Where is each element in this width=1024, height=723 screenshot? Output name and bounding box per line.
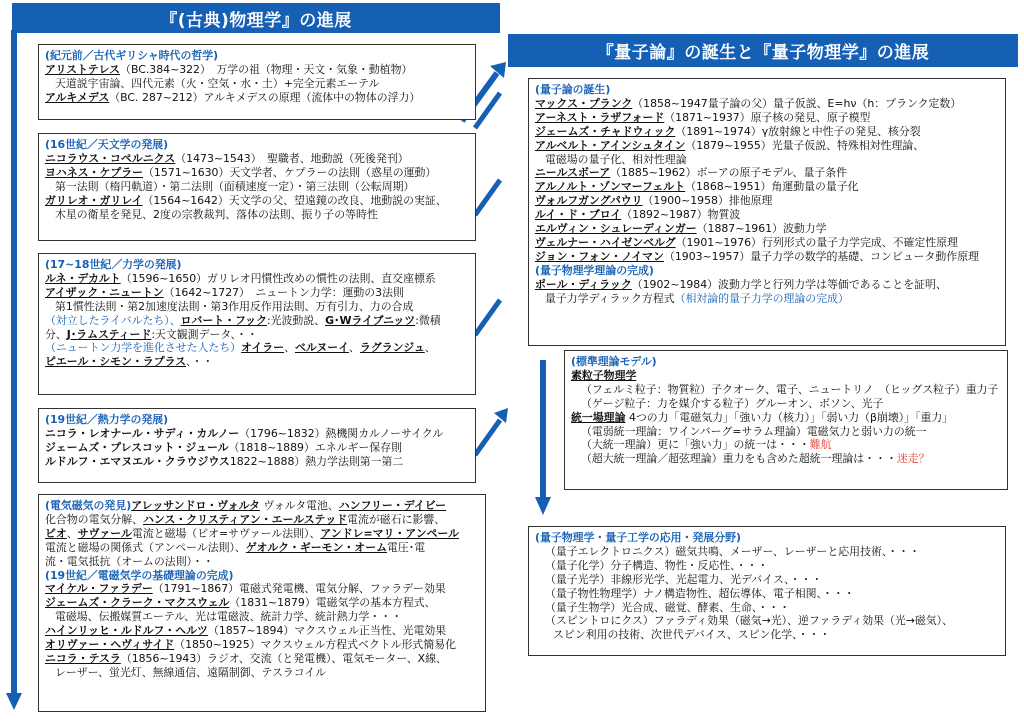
copernicus-name: ニコラウス・コペルニクス: [45, 151, 176, 165]
ramsteed-name: J･ラムスティード: [66, 327, 152, 341]
dirac-note: （相対論的量子力学の理論の完成）: [674, 291, 849, 305]
diagonal-arrow-5: [475, 420, 500, 455]
c17-title: (17~18世紀／力学の発展): [45, 258, 182, 271]
sep-1: 、: [284, 341, 295, 355]
dirac-name: ポール・ディラック: [535, 277, 632, 291]
em-theory-title: (19世紀／電磁気学の基礎理論の完成): [45, 568, 234, 582]
kepler-name: ヨハネス・ケプラー: [45, 165, 144, 179]
einstein-text2: 電磁場の量子化、相対性理論: [545, 152, 687, 166]
chadwick-name: ジェームズ・チャドウィック: [535, 124, 676, 138]
archimedes-name: アルキメデス: [45, 90, 110, 104]
aristotle-text2: 天道説宇宙論、四代元素（火・空気・水・土）+完全元素エーテル: [55, 76, 380, 90]
application-last-line: スピン利用の技術、次世代デバイス、スピン化学、・・・: [553, 628, 831, 642]
gut-line: （大統一理論）更に「強い力」の統一は・・・: [581, 438, 810, 452]
newton-text2: 第1慣性法則・第2加速度法則・第3作用反作用法則、万有引力、力の合成: [55, 299, 414, 313]
application-item: （量子光学）非線形光学、光起電力、光デバイス、・・・: [545, 572, 823, 586]
diagonal-arrow-3: [475, 180, 500, 215]
em-line2-pre: 化合物の電気分解、: [45, 512, 144, 526]
c16-title: (16世紀／天文学の発展): [45, 138, 169, 151]
standard-model-box: [564, 350, 1008, 490]
hooke-text: :光波動説、: [266, 313, 326, 327]
diagonal-arrow-2: [475, 93, 500, 128]
particle-title: 素粒子物理学: [571, 368, 637, 382]
joule-text: （1818~1889）エネルギー保存則: [228, 440, 402, 454]
application-item: （量子物性物理学）ナノ構造物性、超伝導体、電子相関、・・・: [545, 586, 855, 600]
dirac-text2: 量子力学ディラック方程式: [545, 291, 675, 305]
descartes-name: ルネ・デカルト: [45, 271, 121, 285]
quantum-title: (量子論の誕生): [535, 83, 611, 96]
lagrange-name: ラグランジュ: [359, 341, 425, 355]
mechanics-17c-box: [38, 253, 476, 395]
archimedes-text: （BC. 287~212）アルキメデスの原理（流体中の物体の浮力）: [109, 90, 421, 104]
einstein-text: （1879~1955）光量子仮説、特殊相対性理論、: [685, 138, 925, 152]
ohm-name: ゲオルク・ギーモン・オーム: [245, 540, 387, 554]
ramsteed-text: :天文観測データ、・・: [151, 327, 258, 341]
newton-text: （1642~1727） ニュートン力学：運動の3法則: [163, 285, 404, 299]
aristotle-text: （BC.384~322） 万学の祖（物理・天文・気象・動植物）: [120, 62, 413, 76]
copernicus-text: （1473~1543） 聖職者、地動説（死後発刊）: [175, 151, 409, 165]
c19t-title: (19世紀／熱力学の発展): [45, 413, 169, 426]
standard-title: (標準理論モデル): [571, 355, 657, 368]
bernoulli-name: ベルヌーイ: [294, 341, 350, 355]
application-item: （量子エレクトロニクス）磁気共鳴、メーザー、レーザーと応用技術、・・・: [545, 544, 920, 558]
astronomy-16c-box: [38, 133, 476, 241]
galileo-name: ガリレオ・ガリレイ: [45, 193, 143, 207]
ancient-title: (紀元前／古代ギリシャ時代の哲学): [45, 49, 219, 62]
chadwick-text: （1891~1974）γ放射線と中性子の発見、核分裂: [675, 124, 921, 138]
clausius-name: ルドルフ・エマヌエル・クラウジウス: [45, 454, 230, 468]
faraday-name: マイケル・ファラデー: [45, 582, 153, 596]
euler-name: オイラー: [241, 341, 285, 355]
thermodynamics-19c-box: [38, 408, 476, 483]
kepler-text: （1571~1630）天文学者、ケプラーの法則（惑星の運動）: [143, 165, 437, 179]
c17-dots: 、・・: [186, 355, 214, 369]
maxwell-text2: 電磁場、伝搬媒質エーテル、光は電磁波、統計力学、統計熱力学・・・: [55, 610, 403, 624]
heaviside-text: （1850~1925）マクスウェル方程式ベクトル形式簡易化: [174, 638, 456, 652]
laplace-name: ピエール・シモン・ラプラス: [45, 355, 187, 369]
heisenberg-name: ヴェルナー・ハイゼンベルグ: [535, 235, 676, 249]
kepler-text2: 第一法則（楕円軌道）・第二法則（面積速度一定）・第三法則（公転周期）: [55, 179, 415, 193]
applications-title: (量子物理学・量子工学の応用・発展分野): [535, 531, 741, 544]
sep-3: 、: [424, 341, 436, 355]
rival-note: （対立したライバルたち）、: [45, 313, 181, 327]
super-line: （超大統一理論／超弦理論）重力をも含めた超統一理論は・・・: [581, 452, 897, 466]
diagonal-arrowhead-1: [490, 62, 506, 78]
schrodinger-name: エルヴィン・シュレーディンガー: [535, 222, 697, 236]
newton-name: アイザック・ニュートン: [45, 285, 164, 299]
carnot-name: ニコラ・レオナール・サディ・カルノー: [45, 426, 240, 440]
diagonal-arrow-4: [475, 300, 500, 335]
unified-title: 統一場理論: [571, 410, 626, 424]
tesla-name: ニコラ・テスラ: [45, 651, 121, 665]
oersted-name: ハンス・クリスティアン・エールステッド: [143, 512, 348, 526]
application-item: （量子生物学）光合成、磁覚、酵素、生命、・・・: [545, 600, 791, 614]
classical-physics-header: 『(古典)物理学』の進展: [12, 3, 500, 33]
electromagnetism-box: (電気磁気の発見)アレッサンドロ・ヴォルタ ヴォルタ電池、ハンフリー・デイビー 化合物の電気分解、ハンス・クリスティアン・エールステッド電流が磁石に影響、 ビオ、サヴァール電流と磁場（ビオ=サヴァール法則）、アンドレ=マリ・アンペール 電流と磁場の関係式（アンペール法則）、ゲオルク・ギーモン・オーム電圧･電 流・電気抵抗（オームの法則）・・ (19世紀／電磁気学の基礎理論の完成) マイケル・ファラデー（1791~1867）電磁式発電機、電気分解、ファラデー効果 ジェームズ・クラーク・マクスウェル（1831~1879）電磁気学の基本方程式、 電磁場、伝搬媒質エーテル、光は電磁波、統計力学、統計熱力学・・・ ハインリッヒ・ルドルフ・ヘルツ（1857~1894）マクスウェル正当性、光電効果 オリヴァー・ヘヴィサイド（1850~1925）マクスウェル方程式ベクトル形式簡易化 ニコラ・テスラ（1856~1943）ラジオ、交流（と発電機）、電気モーター、X線、 レーザー、蛍光灯、無線通信、遠隔制御、テスラコイル: [38, 494, 486, 712]
dirac-text: （1902~1984）波動力学と行列力学は等価であることを証明、: [631, 277, 947, 291]
joule-name: ジェームズ・プレスコット・ジュール: [45, 440, 229, 454]
super-note: 迷走？: [896, 452, 930, 466]
volta-text: ヴォルタ電池、: [263, 499, 339, 512]
quantum-physics-header: 『量子論』の誕生と『量子物理学』の進展: [508, 34, 1018, 67]
einstein-name: アルベルト・アインシュタイン: [535, 138, 686, 152]
savart-name: サヴァール: [77, 526, 132, 540]
application-item: （スピントロにクス）ファラディ効果（磁気→光）、逆ファラディ効果（光→磁気）、: [545, 614, 954, 628]
planck-name: マックス・プランク: [535, 96, 633, 110]
ramsteed-pre: 分、: [45, 327, 67, 341]
galileo-text2: 木星の衛星を発見、2度の宗教裁判、落体の法則、振り子の等時性: [55, 207, 378, 221]
schrodinger-text: （1887~1961）波動力学: [696, 222, 827, 236]
em-title: (電気磁気の発見): [45, 499, 132, 512]
ampere-name: アンドレ=マリ・アンペール: [320, 526, 460, 540]
galileo-text: （1564~1642）天文学の父、望遠鏡の改良、地動説の実証、: [142, 193, 447, 207]
heaviside-name: オリヴァー・ヘヴィサイド: [45, 638, 175, 652]
sommerfeld-text: （1868~1951）角運動量の量子化: [685, 180, 859, 194]
sommerfeld-name: アルノルト・ゾンマーフェルト: [535, 180, 686, 194]
biot-text: 電流と磁場（ビオ=サヴァール法則）、: [131, 526, 321, 540]
faraday-text: （1791~1867）電磁式発電機、電気分解、ファラデー効果: [152, 582, 446, 596]
heisenberg-text: （1901~1976）行列形式の量子力学完成、不確定性原理: [675, 235, 958, 249]
oersted-text: 電流が磁石に影響、: [347, 512, 446, 526]
ew-line: （電弱統一理論：ワインバーグ=サラム理論）電磁気力と弱い力の統一: [581, 424, 927, 438]
sep-2: 、: [349, 341, 360, 355]
leibniz-name: G･Wライブニッツ: [325, 313, 416, 327]
hooke-name: ロバート・フック: [180, 313, 267, 327]
pauli-text: （1900~1958）排他原理: [642, 194, 773, 208]
application-item: （量子化学）分子構造、物性・反応性、・・・: [545, 558, 769, 572]
rutherford-text: （1871~1937）原子核の発見、原子模型: [664, 110, 871, 124]
hertz-name: ハインリッヒ・ルドルフ・ヘルツ: [45, 624, 208, 638]
descartes-text: （1596~1650）ガリレオ円慣性改めの慣性の法則、直交座標系: [120, 271, 436, 285]
applications-box: [528, 526, 1006, 656]
aristotle-name: アリストテレス: [45, 62, 121, 76]
volta-name: アレッサンドロ・ヴォルタ: [131, 499, 260, 512]
unified-text: 4つの力「電磁気力」「強い力（核力）」「弱い力（β崩壊）」「重力」: [628, 410, 954, 424]
quantum-theory-title: (量子物理学理論の完成): [535, 263, 654, 277]
ohm-text: 電圧･電: [386, 540, 426, 554]
fermion-line: （フェルミ粒子：物質粒）子クオーク、電子、ニュートリノ （ヒッグス粒子）重力子: [581, 382, 999, 396]
hertz-text: （1857~1894）マクスウェル正当性、光電効果: [207, 624, 447, 638]
ohm-text2: 流・電気抵抗（オームの法則）・・: [45, 554, 214, 568]
maxwell-name: ジェームズ・クラーク・マクスウェル: [45, 596, 230, 610]
clausius-text: 1822~1888）熱力学法則第一第二: [229, 454, 404, 468]
gut-note: 難航: [809, 438, 832, 452]
rutherford-name: アーネスト・ラザフォード: [535, 110, 665, 124]
pauli-name: ヴォルフガングパウリ: [535, 194, 643, 208]
biot-name: ビオ: [45, 526, 67, 540]
gauge-line: （ゲージ粒子：力を媒介する粒子）グルーオン、ボソン、光子: [581, 396, 884, 410]
davy-name: ハンフリー・デイビー: [338, 499, 447, 512]
diagonal-arrowhead-5: [494, 408, 508, 423]
broglie-name: ルイ・ド・ブロイ: [535, 208, 622, 222]
ampere-text: 電流と磁場の関係式（アンペール法則）、: [45, 540, 246, 554]
neumann-text: （1903~1957）量子力学の数学的基礎、コンピュータ動作原理: [663, 249, 979, 263]
tesla-text2: レーザー、蛍光灯、無線通信、遠隔制御、テスラコイル: [55, 665, 327, 679]
maxwell-text: （1831~1879）電磁気学の基本方程式、: [229, 596, 436, 610]
neumann-name: ジョン・フォン・ノイマン: [535, 249, 664, 263]
right-timeline-arrowhead: [535, 497, 551, 515]
bohr-name: ニールスボーア: [535, 166, 611, 180]
bohr-text: （1885~1962）ボーアの原子モデル、量子条件: [610, 166, 848, 180]
broglie-text: （1892~1987）物質波: [621, 208, 741, 222]
carnot-text: （1796~1832）熱機関カルノーサイクル: [239, 426, 444, 440]
tesla-text: （1856~1943）ラジオ、交流（と発電機）、電気モーター、X線、: [120, 651, 447, 665]
evolve-note: （ニュートン力学を進化させた人たち）: [45, 341, 242, 355]
ancient-philosophy-box: [38, 44, 476, 120]
planck-text: （1858~1947量子論の父）量子仮説、E=hν（h：プランク定数）: [632, 96, 962, 110]
leibniz-text: :微積: [415, 313, 441, 327]
quantum-theory-box: [528, 78, 1006, 346]
left-timeline-arrowhead: [6, 693, 22, 710]
